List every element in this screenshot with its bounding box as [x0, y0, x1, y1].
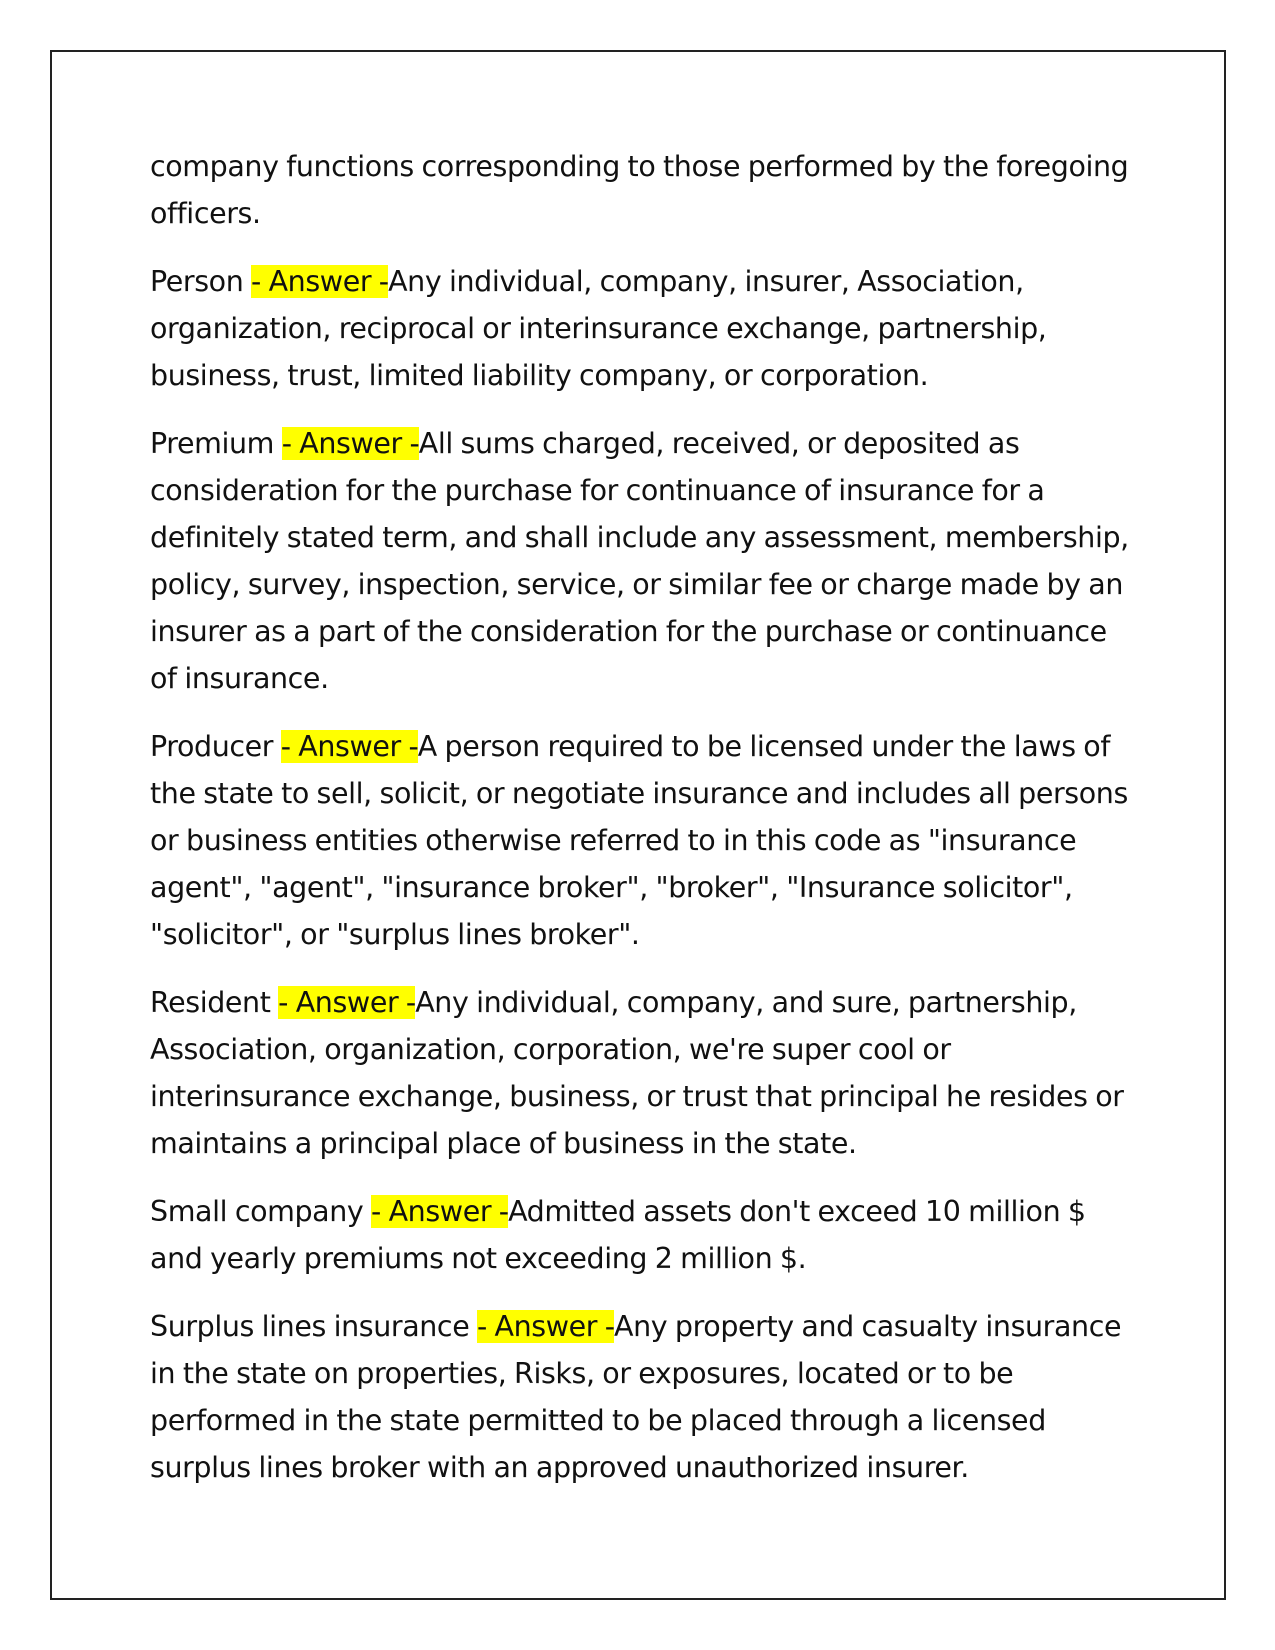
- definition-text: Any individual, company, and sure, partnership, Association, organization, corporation, we're super cool or interinsurance exchange, business, or trust that principal he resides or maintains a principal place of business in the state.: [150, 986, 1124, 1160]
- definition-text: All sums charged, received, or deposited as consideration for the purchase for continuance of insurance for a definitely stated term, and shall include any assessment, membership, policy, survey, inspection, service, or similar fee or charge made by an insurer as a part of the consideration for the purchase or continuance of insurance.: [150, 427, 1129, 695]
- definition-producer: [150, 723, 1140, 958]
- definition-text: Any individual, company, insurer, Association, organization, reciprocal or interinsurance exchange, partnership, business, trust, limited liability company, or corporation.: [150, 265, 1047, 392]
- term-label: Person: [150, 265, 252, 298]
- answer-highlight: - Answer -: [251, 265, 389, 298]
- term-label: Resident: [150, 986, 279, 1019]
- term-label: Surplus lines insurance: [150, 1310, 477, 1343]
- answer-highlight: - Answer -: [477, 1310, 615, 1343]
- term-label: Small company: [150, 1195, 372, 1228]
- definition-resident: [150, 979, 1140, 1167]
- answer-highlight: - Answer -: [281, 427, 419, 460]
- definition-text: Any property and casualty insurance in the state on properties, Risks, or exposures, located or to be performed in the state permitted to be placed through a licensed surplus lines broker with an approved unauthorized insurer.: [150, 1310, 1122, 1484]
- intro-paragraph: company functions corresponding to those performed by the foregoing officers.: [150, 150, 1129, 230]
- definition-text: A person required to be licensed under the laws of the state to sell, solicit, or negotiate insurance and includes all persons or business entities otherwise referred to in this code as "insurance agent", "agent", "insurance broker", "broker", "Insurance solicitor", "solicitor", or "surplus lines broker".: [150, 730, 1128, 951]
- term-label: Premium: [150, 427, 282, 460]
- definition-surplus-lines-insurance: [150, 1303, 1140, 1491]
- answer-highlight: - Answer -: [280, 730, 418, 763]
- definition-person: [150, 258, 1140, 399]
- answer-highlight: - Answer -: [278, 986, 416, 1019]
- definition-text: Admitted assets don't exceed 10 million $ and yearly premiums not exceeding 2 million $.: [150, 1195, 1086, 1275]
- document-body: [150, 143, 1140, 1512]
- definition-premium: [150, 420, 1140, 702]
- answer-highlight: - Answer -: [371, 1195, 509, 1228]
- definition-small-company: [150, 1188, 1140, 1282]
- term-label: Producer: [150, 730, 281, 763]
